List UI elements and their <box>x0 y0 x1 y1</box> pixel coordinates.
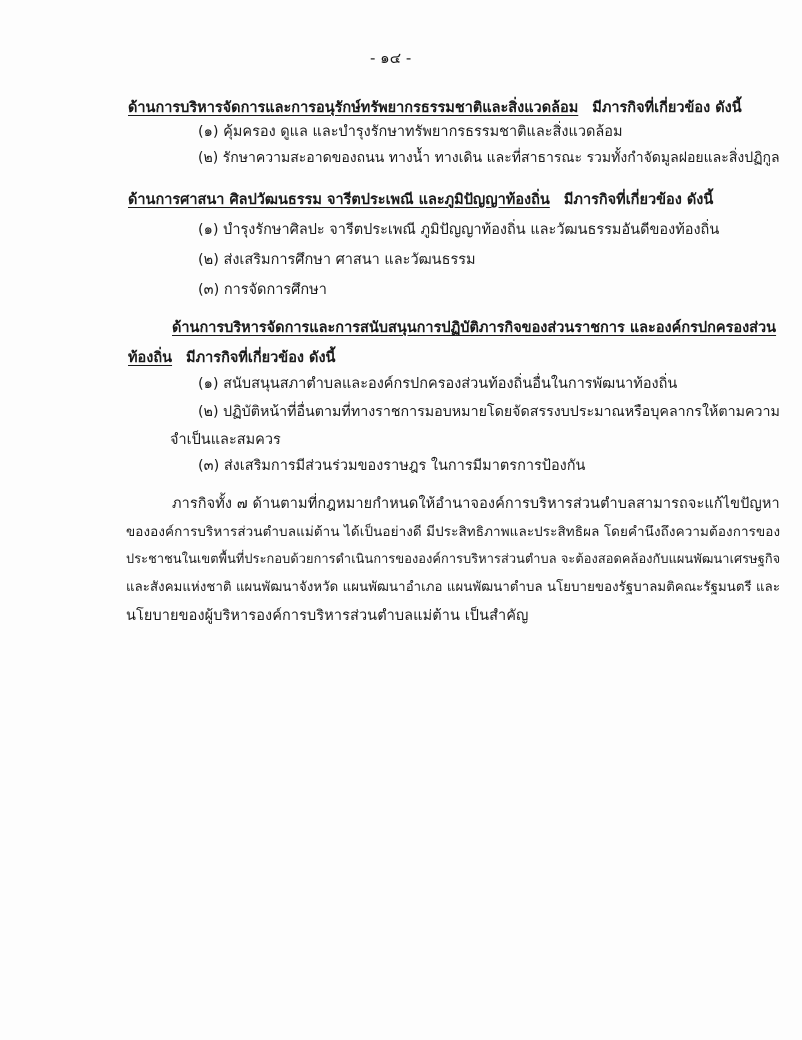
section-heading-environment <box>128 98 742 118</box>
list-item: (๓) การจัดการศึกษา <box>198 282 327 298</box>
section-title-line2: ท้องถิ่น <box>128 350 173 366</box>
section-suffix: มีภารกิจที่เกี่ยวข้อง ดังนี้ <box>563 192 714 208</box>
list-item: (๓) ส่งเสริมการมีส่วนร่วมของราษฎร ในการมีมาตรการป้องกัน <box>198 458 586 474</box>
section-title: ด้านการบริหารจัดการและการอนุรักษ์ทรัพยากรธรรมชาติและสิ่งแวดล้อม <box>128 100 579 116</box>
section-suffix: มีภารกิจที่เกี่ยวข้อง ดังนี้ <box>592 100 742 116</box>
section-title: ด้านการศาสนา ศิลปวัฒนธรรม จารีตประเพณี และภูมิปัญญาท้องถิ่น <box>128 192 550 208</box>
list-item: (๑) สนับสนุนสภาตำบลและองค์กรปกครองส่วนท้องถิ่นอื่นในการพัฒนาท้องถิ่น <box>198 376 678 392</box>
list-item: (๑) บำรุงรักษาศิลปะ จารีตประเพณี ภูมิปัญญาท้องถิ่น และวัฒนธรรมอันดีของท้องถิ่น <box>198 222 720 238</box>
summary-line: นโยบายของผู้บริหารองค์การบริหารส่วนตำบลแม่ต้าน เป็นสำคัญ <box>126 608 529 624</box>
summary-line: และสังคมแห่งชาติ แผนพัฒนาจังหวัด แผนพัฒนาอำเภอ แผนพัฒนาตำบล นโยบายของรัฐบาลมติคณะรัฐมนตรี และ <box>126 580 781 595</box>
section-suffix: มีภารกิจที่เกี่ยวข้อง ดังนี้ <box>186 350 336 366</box>
section-heading-culture <box>128 190 713 210</box>
summary-line: ประชาชนในเขตพื้นที่ประกอบด้วยการดำเนินการขององค์การบริหารส่วนตำบล จะต้องสอดคล้องกับแผนพัฒนาเศรษฐกิจ <box>126 552 781 567</box>
summary-line: ขององค์การบริหารส่วนตำบลแม่ต้าน ได้เป็นอย่างดี มีประสิทธิภาพและประสิทธิผล โดยคำนึงถึงความต้องการของ <box>126 524 781 540</box>
list-item: (๒) รักษาความสะอาดของถนน ทางน้ำ ทางเดิน และที่สาธารณะ รวมทั้งกำจัดมูลฝอยและสิ่งปฏิกูล <box>198 150 780 166</box>
list-item: (๑) คุ้มครอง ดูแล และบำรุงรักษาทรัพยากรธรรมชาติและสิ่งแวดล้อม <box>198 124 623 140</box>
section-heading-administration <box>172 318 776 338</box>
section-title-line1: ด้านการบริหารจัดการและการสนับสนุนการปฏิบัติภารกิจของส่วนราชการ และองค์กรปกครองส่วน <box>172 320 777 336</box>
list-item: (๒) ส่งเสริมการศึกษา ศาสนา และวัฒนธรรม <box>198 252 476 268</box>
section-heading-administration-line2 <box>128 348 335 368</box>
page-number: - ๑๔ - <box>370 49 412 67</box>
summary-line: ภารกิจทั้ง ๗ ด้านตามที่กฎหมายกำหนดให้อำนาจองค์การบริหารส่วนตำบลสามารถจะแก้ไขปัญหา <box>172 496 780 512</box>
list-item-continuation: จำเป็นและสมควร <box>170 432 281 448</box>
list-item: (๒) ปฏิบัติหน้าที่อื่นตามที่ทางราชการมอบหมายโดยจัดสรรงบประมาณหรือบุคลากรให้ตามความ <box>198 404 780 420</box>
